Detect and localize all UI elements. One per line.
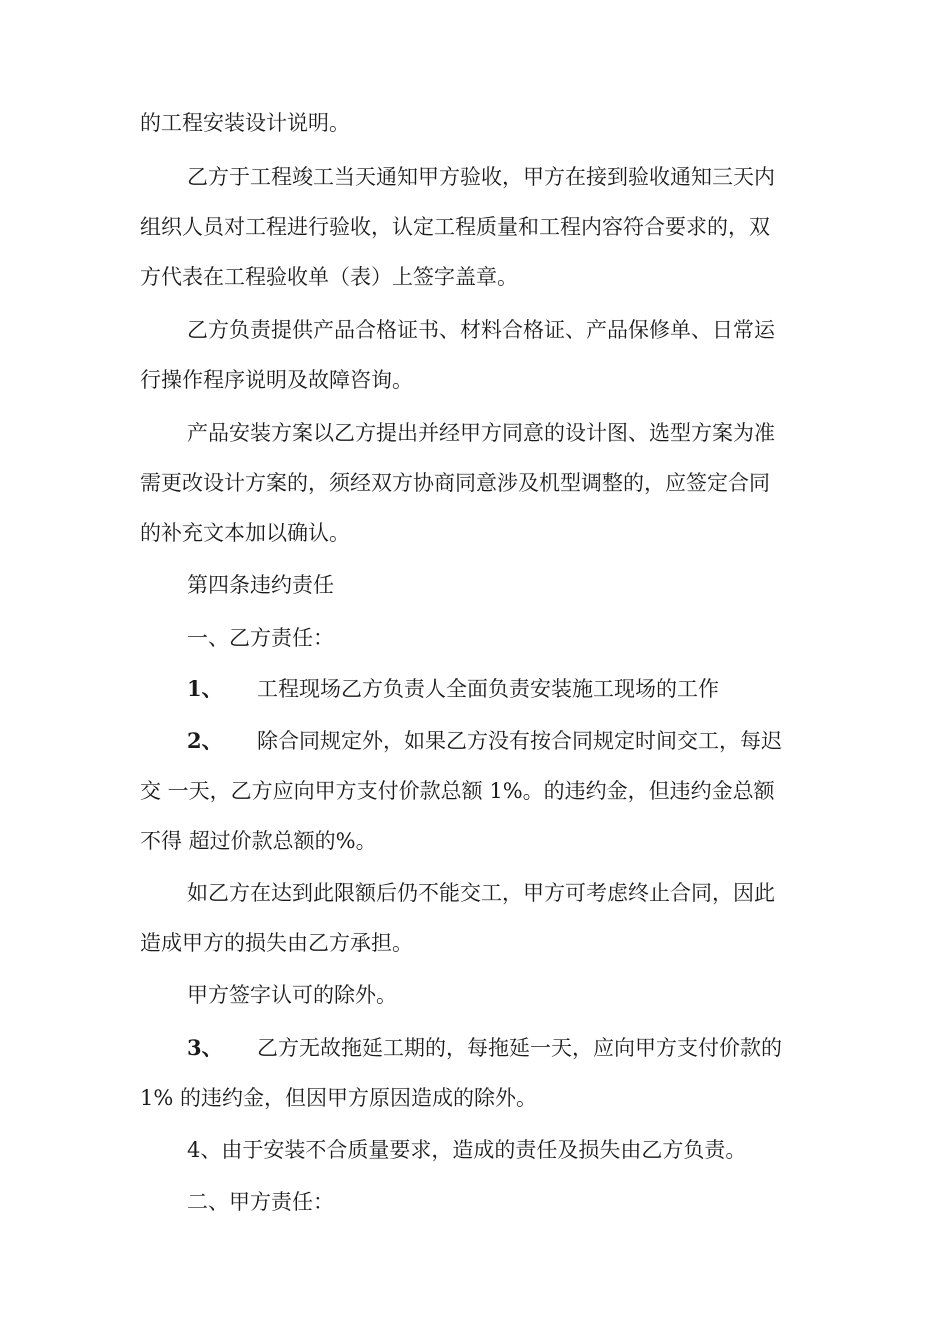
section-heading: 第四条违约责任	[187, 573, 334, 597]
paragraph-line: 造成甲方的损失由乙方承担。	[140, 931, 413, 955]
list-item-text: 工程现场乙方负责人全面负责安装施工现场的工作	[257, 677, 719, 701]
subsection-heading: 二、甲方责任：	[187, 1190, 334, 1214]
paragraph-line: 不得 超过价款总额的%。	[140, 829, 377, 853]
paragraph-line: 1% 的违约金，但因甲方原因造成的除外。	[140, 1086, 537, 1110]
paragraph-line: 产品安装方案以乙方提出并经甲方同意的设计图、选型方案为准	[187, 421, 775, 445]
paragraph-line: 需更改设计方案的，须经双方协商同意涉及机型调整的，应签定合同	[140, 471, 770, 495]
list-item-text: 乙方无故拖延工期的，每拖延一天，应向甲方支付价款的	[257, 1036, 782, 1060]
paragraph-line: 组织人员对工程进行验收，认定工程质量和工程内容符合要求的，双	[140, 215, 770, 239]
list-number: 2、	[187, 728, 223, 753]
paragraph-line: 如乙方在达到此限额后仍不能交工，甲方可考虑终止合同，因此	[187, 881, 775, 905]
list-item-text: 除合同规定外，如果乙方没有按合同规定时间交工，每迟	[257, 729, 782, 753]
paragraph-line: 甲方签字认可的除外。	[187, 983, 397, 1007]
paragraph-line: 的工程安装设计说明。	[140, 111, 350, 135]
paragraph-line: 乙方于工程竣工当天通知甲方验收，甲方在接到验收通知三天内	[187, 165, 775, 189]
list-number: 1、	[187, 676, 223, 701]
paragraph-line: 交 一天，乙方应向甲方支付价款总额 1%。的违约金，但违约金总额	[140, 779, 775, 803]
paragraph-line: 行操作程序说明及故障咨询。	[140, 368, 413, 392]
paragraph-line: 的补充文本加以确认。	[140, 521, 350, 545]
paragraph-line: 乙方负责提供产品合格证书、材料合格证、产品保修单、日常运	[187, 318, 775, 342]
list-number: 3、	[187, 1035, 223, 1060]
paragraph-line: 方代表在工程验收单（表）上签字盖章。	[140, 265, 518, 289]
subsection-heading: 一、乙方责任：	[187, 626, 334, 650]
list-item-text: 4、由于安装不合质量要求，造成的责任及损失由乙方负责。	[187, 1138, 747, 1162]
